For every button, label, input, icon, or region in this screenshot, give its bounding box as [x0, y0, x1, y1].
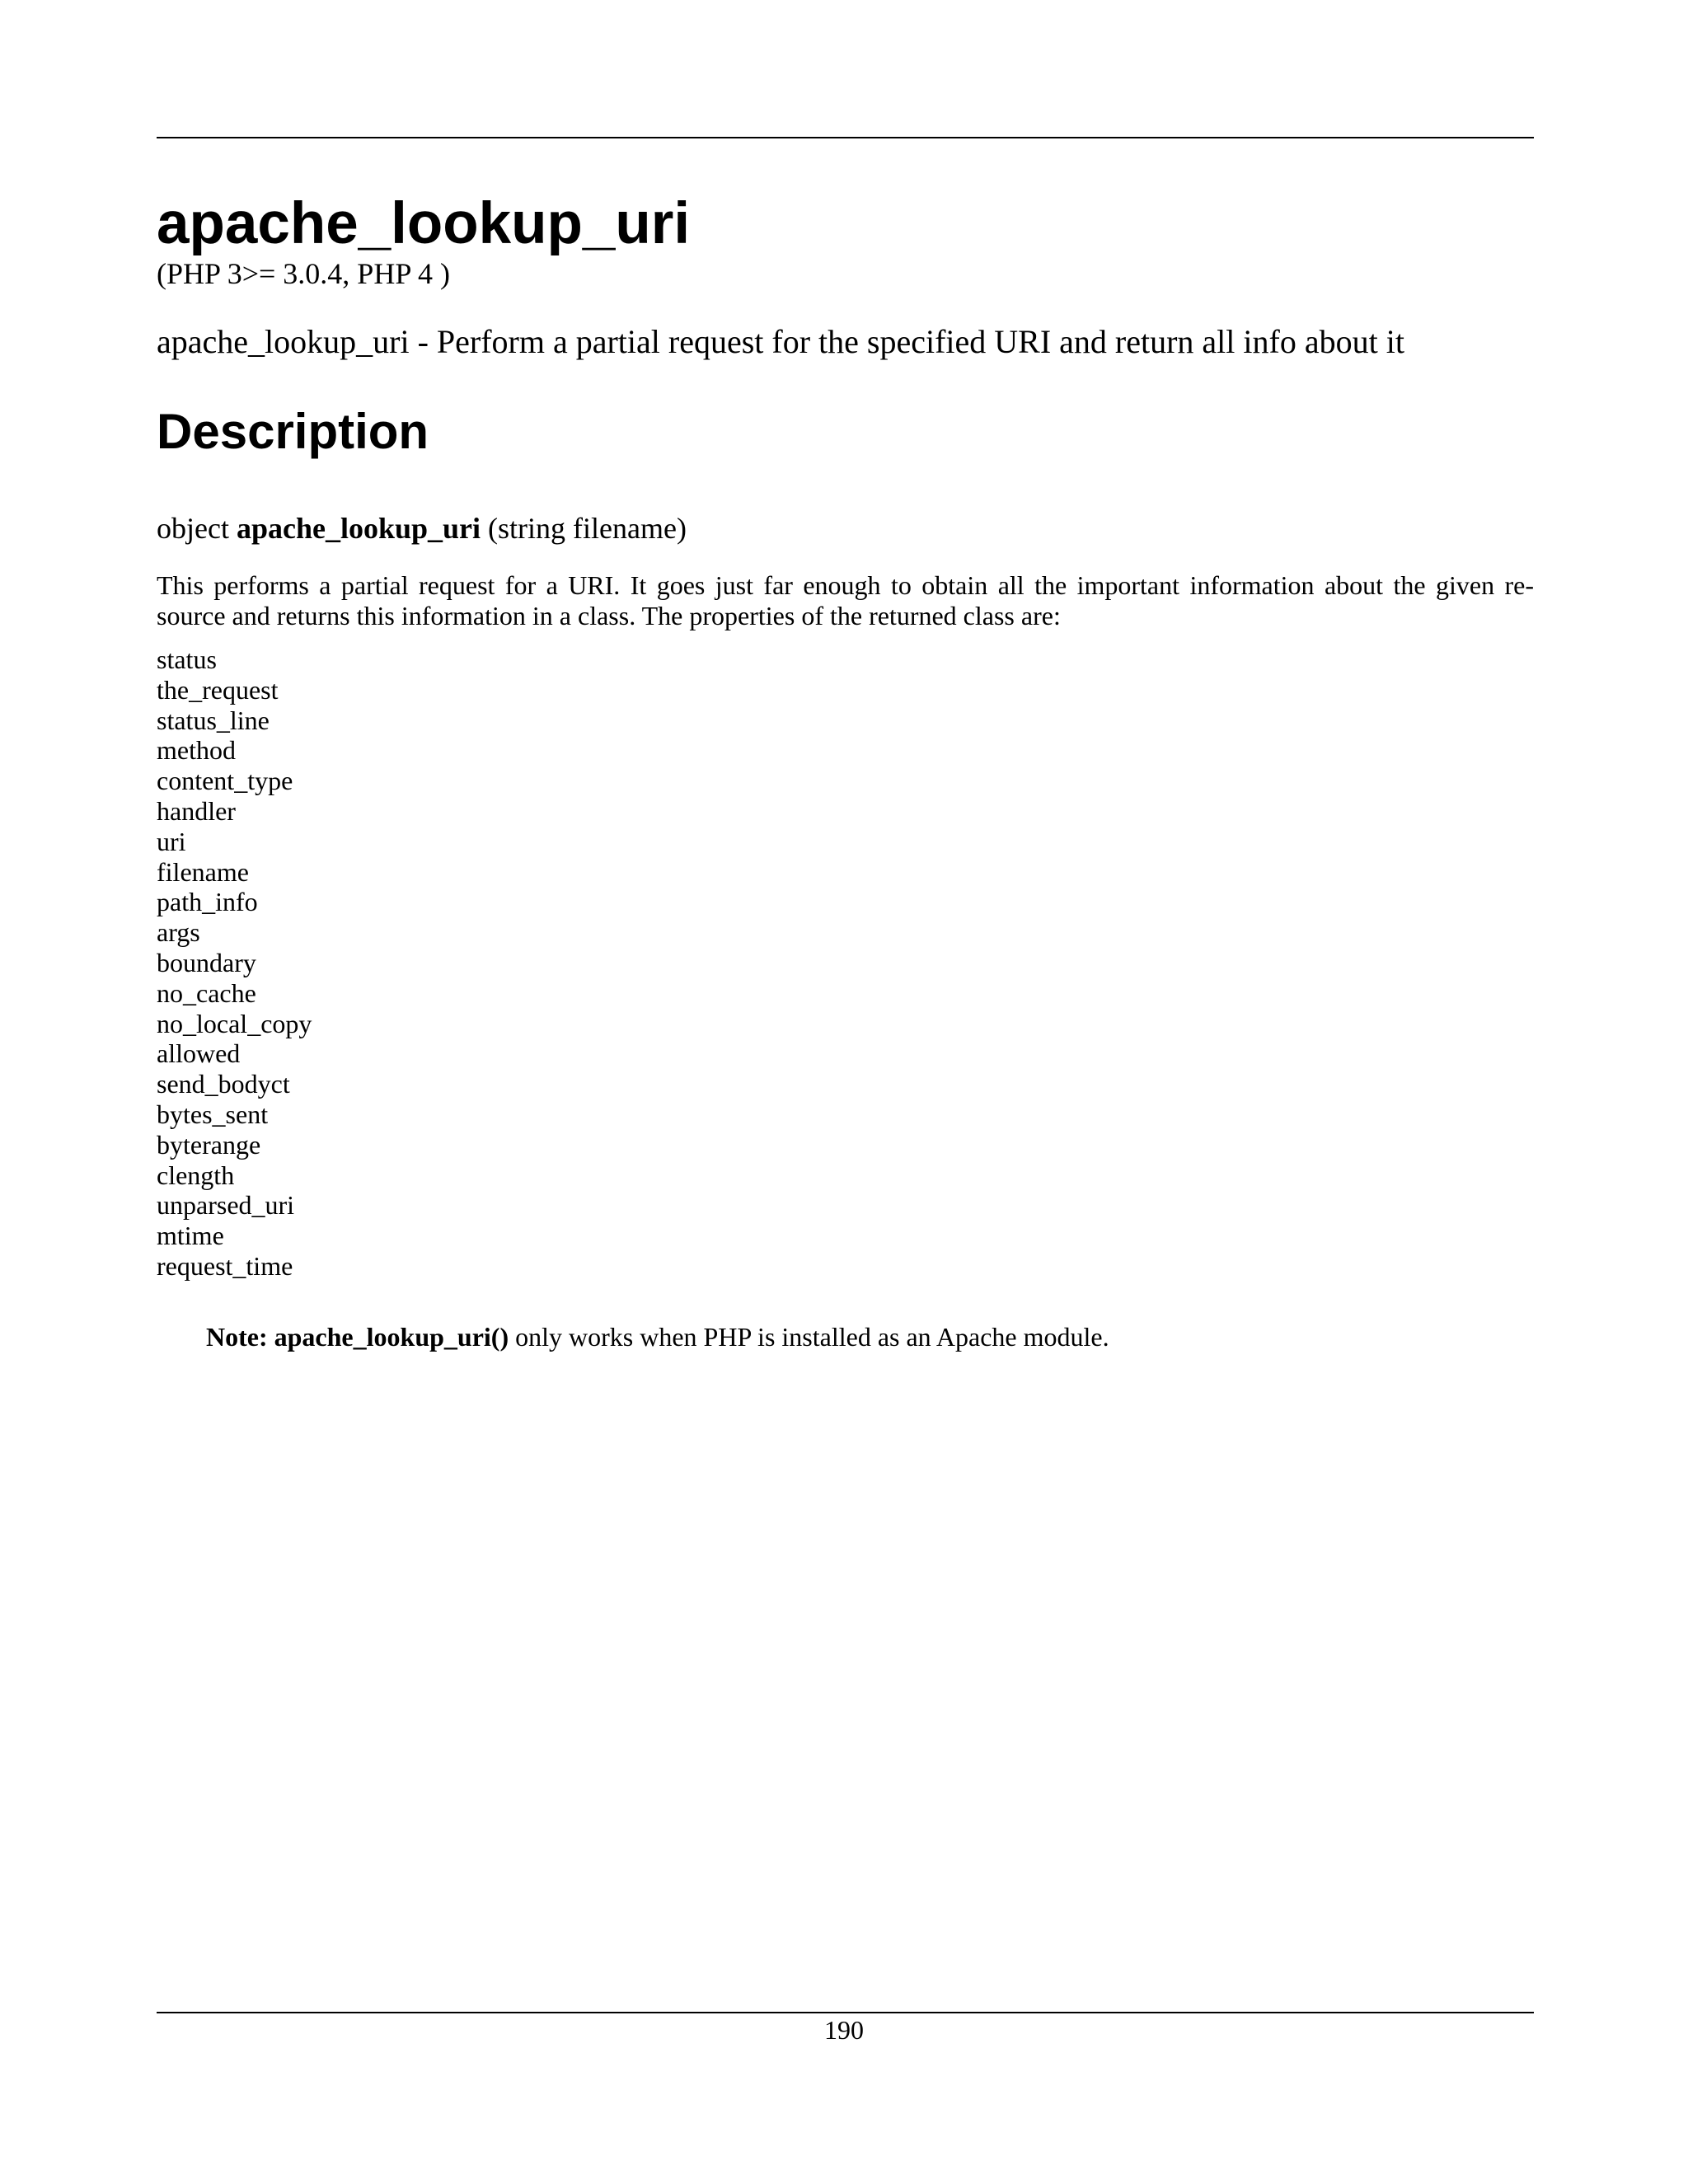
description-line: source and returns this information in a class. The properties of the returned class are:: [157, 601, 1061, 630]
property-item: allowed: [157, 1038, 241, 1069]
property-item: unparsed_uri: [157, 1190, 295, 1221]
function-synopsis: [157, 510, 687, 546]
property-item: handler: [157, 795, 236, 826]
note-function: apache_lookup_uri(): [274, 1322, 509, 1352]
top-divider: [157, 137, 1534, 138]
property-item: content_type: [157, 766, 293, 796]
description-heading: Description: [157, 404, 429, 459]
property-item: byterange: [157, 1129, 261, 1160]
property-item: mtime: [157, 1221, 224, 1251]
property-item: method: [157, 735, 236, 766]
property-list: [157, 644, 312, 1282]
version-info: (PHP 3>= 3.0.4, PHP 4 ): [157, 257, 450, 290]
property-item: no_cache: [157, 977, 256, 1008]
property-item: filename: [157, 856, 249, 887]
property-item: no_local_copy: [157, 1008, 312, 1038]
property-item: status: [157, 644, 217, 674]
note-text: only works when PHP is installed as an Apache module.: [515, 1322, 1109, 1352]
property-item: status_line: [157, 705, 270, 735]
property-item: uri: [157, 826, 186, 856]
synopsis-return-type: object: [157, 512, 229, 545]
synopsis-function-name: apache_lookup_uri: [236, 512, 481, 545]
property-item: bytes_sent: [157, 1099, 269, 1129]
property-item: path_info: [157, 887, 258, 917]
page-number: 190: [824, 2015, 864, 2045]
note-box: [206, 1320, 1109, 1353]
page-title: apache_lookup_uri: [157, 191, 691, 256]
note-label: Note:: [206, 1322, 268, 1352]
function-purpose: apache_lookup_uri - Perform a partial request for the specified URI and return all info about it: [157, 323, 1404, 360]
property-item: send_bodyct: [157, 1069, 290, 1099]
synopsis-params: (string filename): [488, 512, 687, 545]
property-item: boundary: [157, 947, 256, 977]
description-text: [157, 570, 1534, 631]
property-item: clength: [157, 1160, 235, 1190]
property-item: args: [157, 917, 200, 948]
property-item: request_time: [157, 1250, 293, 1281]
description-line: This performs a partial request for a URI. It goes just far enough to obtain all the important information about the given re-: [157, 570, 1534, 600]
property-item: the_request: [157, 674, 279, 705]
